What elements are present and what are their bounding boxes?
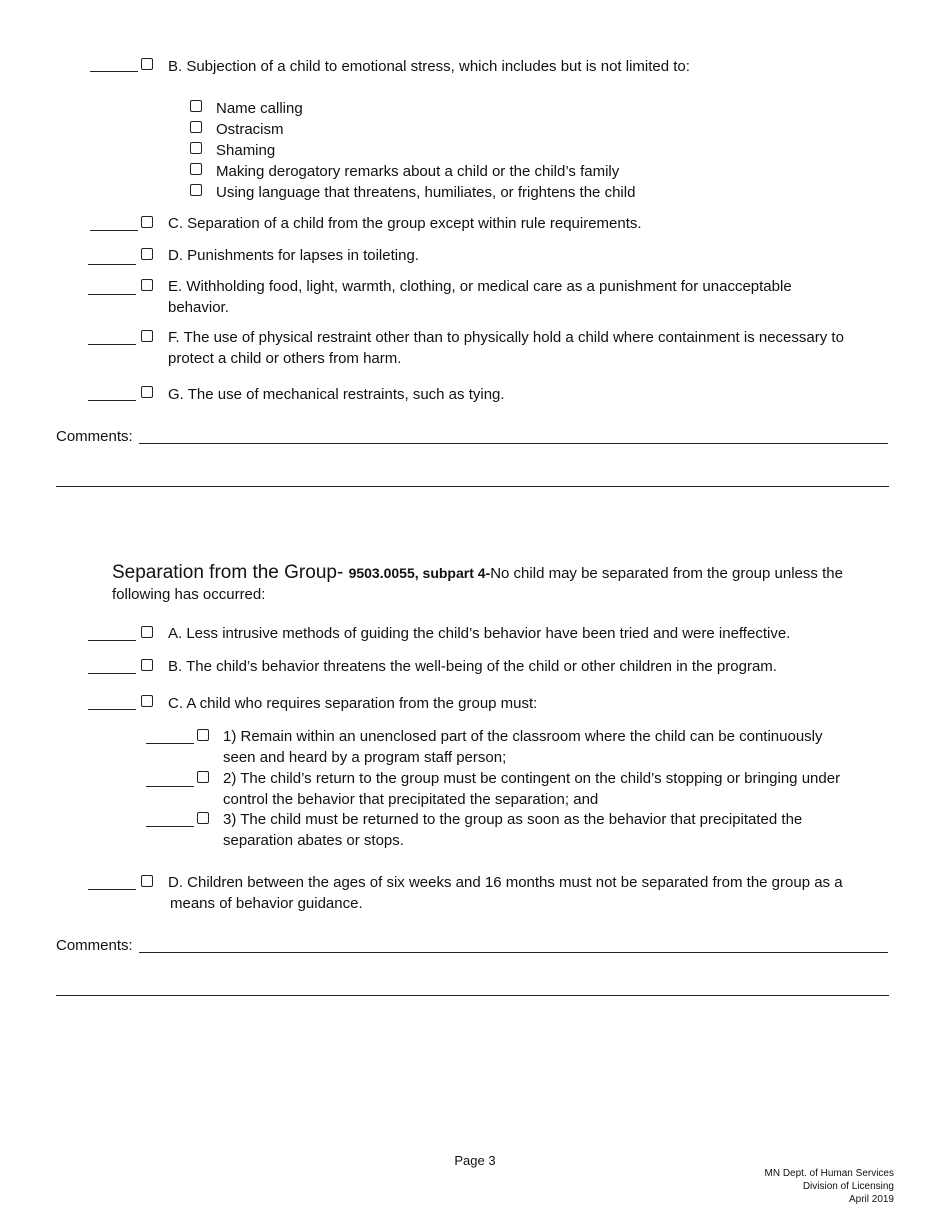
sub-item-name-calling: Name calling xyxy=(216,100,303,117)
item-b-text: B. Subjection of a child to emotional stress, which includes but is not limited to: xyxy=(168,58,690,75)
item-f-checkbox[interactable] xyxy=(141,330,153,342)
item-e-text-line1: E. Withholding food, light, warmth, clothing, or medical care as a punishment for unacceptable xyxy=(168,278,792,295)
item-e-blank-line[interactable] xyxy=(88,294,136,295)
sep-sub-1-blank-line[interactable] xyxy=(146,743,194,744)
sep-item-c-checkbox[interactable] xyxy=(141,695,153,707)
sep-item-c-blank-line[interactable] xyxy=(88,709,136,710)
comments-line-2[interactable] xyxy=(56,995,889,996)
sub-item-threatening-language: Using language that threatens, humiliates, or frightens the child xyxy=(216,184,636,201)
heading-line1-rest: No child may be separated from the group unless the xyxy=(490,565,843,582)
sep-sub-3-checkbox[interactable] xyxy=(197,812,209,824)
sub-item-checkbox[interactable] xyxy=(190,121,202,133)
sub-item-derogatory-remarks: Making derogatory remarks about a child or the child’s family xyxy=(216,163,620,180)
sep-item-a-blank-line[interactable] xyxy=(88,640,136,641)
heading-rule-reference: 9503.0055, subpart 4- xyxy=(348,565,491,581)
item-f-text-line2: protect a child or others from harm. xyxy=(168,350,402,367)
item-f-text-line1: F. The use of physical restraint other than to physically hold a child where containment is necessary to xyxy=(168,329,844,346)
comments-label: Comments: xyxy=(56,428,133,445)
item-e-text-line2: behavior. xyxy=(168,299,229,316)
sep-sub-1-text-line2: seen and heard by a program staff person; xyxy=(223,749,507,766)
comments-line-1[interactable] xyxy=(139,443,888,444)
footer-date: April 2019 xyxy=(848,1194,894,1205)
comments-line-2[interactable] xyxy=(56,486,889,487)
comments-line-1[interactable] xyxy=(139,952,888,953)
item-c-text: C. Separation of a child from the group except within rule requirements. xyxy=(168,215,642,232)
sub-item-checkbox[interactable] xyxy=(190,100,202,112)
sep-item-a-checkbox[interactable] xyxy=(141,626,153,638)
sep-sub-1-checkbox[interactable] xyxy=(197,729,209,741)
item-d-checkbox[interactable] xyxy=(141,248,153,260)
sub-item-shaming: Shaming xyxy=(216,142,276,159)
sep-item-d-text-line2: means of behavior guidance. xyxy=(170,895,363,912)
item-f-blank-line[interactable] xyxy=(88,344,136,345)
page-number: Page 3 xyxy=(454,1153,496,1168)
sep-sub-2-text-line2: control the behavior that precipitated the separation; and xyxy=(223,791,599,808)
item-b-blank-line[interactable] xyxy=(90,71,138,72)
sep-item-b-blank-line[interactable] xyxy=(88,673,136,674)
sep-item-c-text: C. A child who requires separation from the group must: xyxy=(168,695,538,712)
item-d-text: D. Punishments for lapses in toileting. xyxy=(168,247,419,264)
sep-item-a-text: A. Less intrusive methods of guiding the child’s behavior have been tried and were ineffective. xyxy=(168,625,791,642)
sep-item-d-checkbox[interactable] xyxy=(141,875,153,887)
item-d-blank-line[interactable] xyxy=(88,264,136,265)
comments-label: Comments: xyxy=(56,937,133,954)
sep-sub-3-blank-line[interactable] xyxy=(146,826,194,827)
item-c-blank-line[interactable] xyxy=(90,230,138,231)
item-g-checkbox[interactable] xyxy=(141,386,153,398)
sub-item-checkbox[interactable] xyxy=(190,163,202,175)
item-b-checkbox[interactable] xyxy=(141,58,153,70)
sep-sub-3-text-line2: separation abates or stops. xyxy=(223,832,404,849)
sub-item-checkbox[interactable] xyxy=(190,142,202,154)
item-e-checkbox[interactable] xyxy=(141,279,153,291)
sep-item-d-blank-line[interactable] xyxy=(88,889,136,890)
sep-item-d-text-line1: D. Children between the ages of six weeks and 16 months must not be separated from the group as a xyxy=(168,874,843,891)
sep-sub-3-text-line1: 3) The child must be returned to the group as soon as the behavior that precipitated the xyxy=(223,811,803,828)
footer-org-line2: Division of Licensing xyxy=(802,1181,894,1192)
sep-sub-2-checkbox[interactable] xyxy=(197,771,209,783)
item-g-blank-line[interactable] xyxy=(88,400,136,401)
sep-sub-1-text-line1: 1) Remain within an unenclosed part of the classroom where the child can be continuously xyxy=(223,728,823,745)
separation-section-heading xyxy=(112,562,892,605)
heading-line2: following has occurred: xyxy=(112,586,266,603)
sep-item-b-text: B. The child’s behavior threatens the well-being of the child or other children in the program. xyxy=(168,658,777,675)
sub-item-ostracism: Ostracism xyxy=(216,121,284,138)
footer-organization xyxy=(765,1167,895,1206)
footer-org-line1: MN Dept. of Human Services xyxy=(764,1168,894,1179)
sub-item-checkbox[interactable] xyxy=(190,184,202,196)
heading-title: Separation from the Group- xyxy=(112,562,349,583)
item-c-checkbox[interactable] xyxy=(141,216,153,228)
sep-sub-2-blank-line[interactable] xyxy=(146,786,194,787)
sep-sub-2-text-line1: 2) The child’s return to the group must be contingent on the child’s stopping or bringing under xyxy=(223,770,841,787)
sep-item-b-checkbox[interactable] xyxy=(141,659,153,671)
item-g-text: G. The use of mechanical restraints, such as tying. xyxy=(168,386,505,403)
